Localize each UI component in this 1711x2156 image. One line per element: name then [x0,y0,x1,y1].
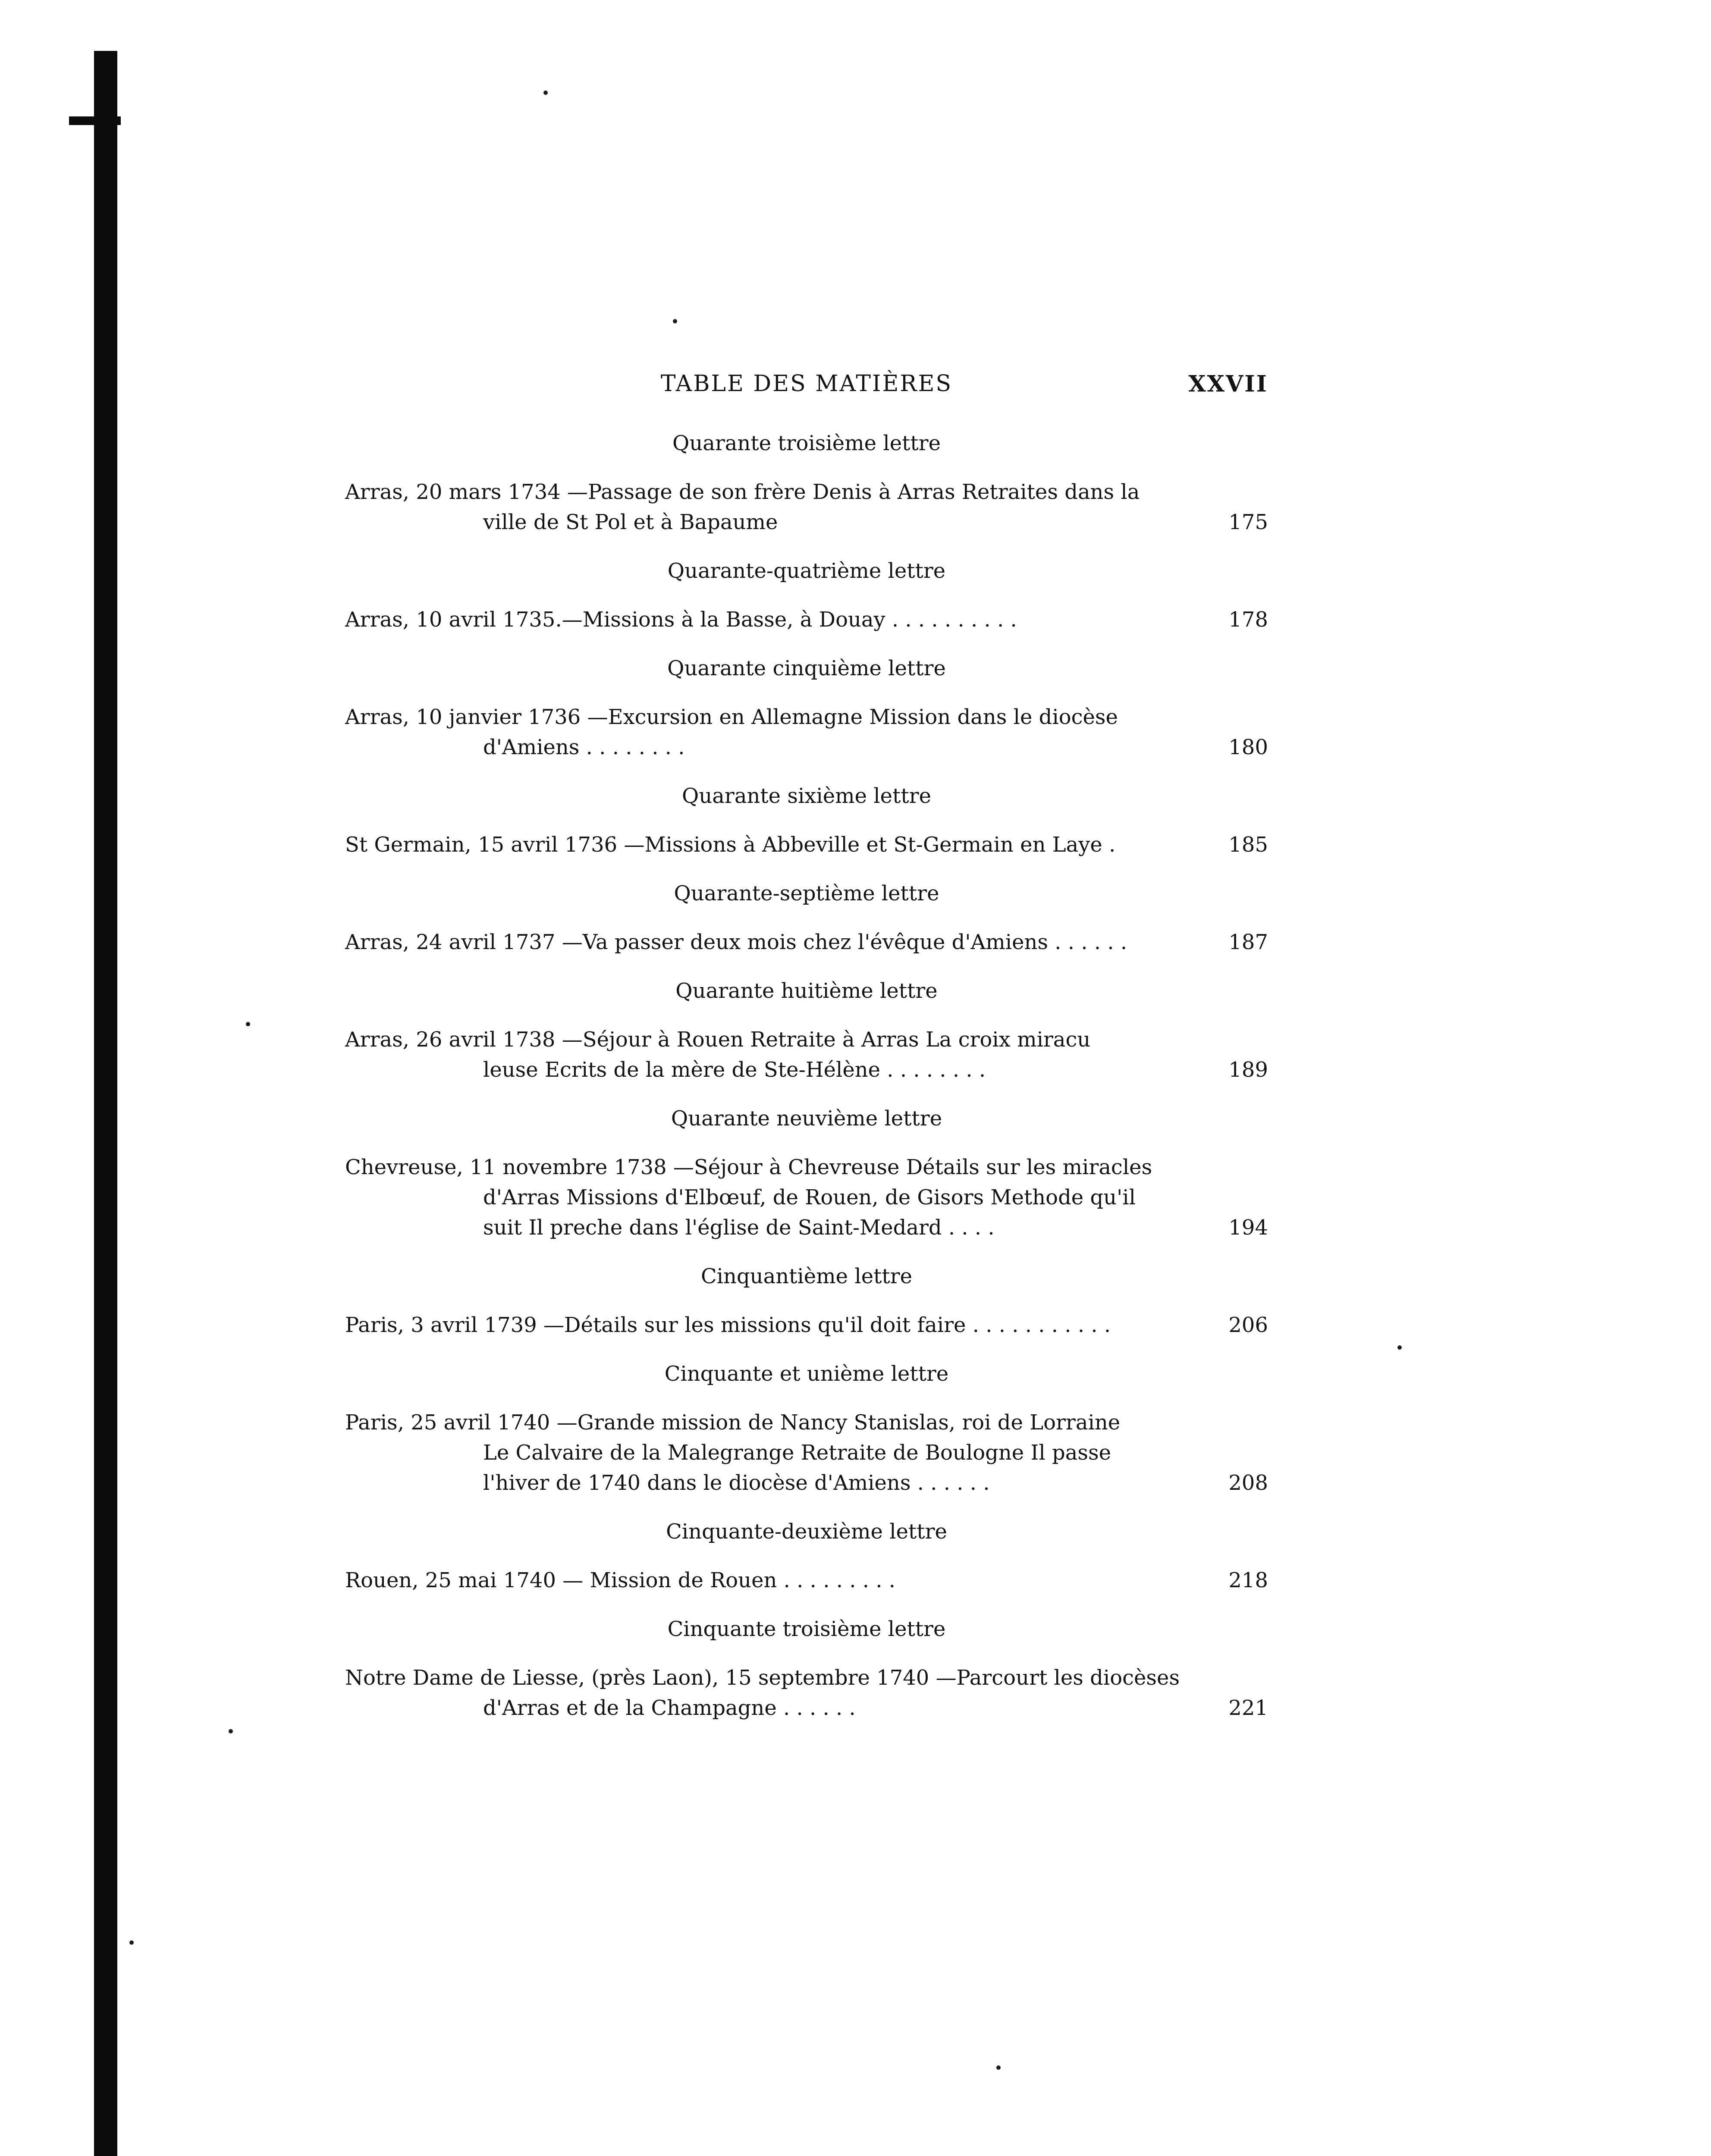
entry-line [345,1468,1268,1498]
entry-text: ville de St Pol et à Bapaume [483,510,778,534]
letter-heading: Quarante huitième lettre [675,979,938,1003]
toc-entry [345,1310,1268,1340]
toc-entry [345,702,1268,762]
entry-line [345,1663,1268,1693]
letter-heading: Quarante troisième lettre [672,431,941,455]
letter-heading: Quarante-septième lettre [674,881,939,906]
entry-text: Arras, 26 avril 1738 —Séjour à Rouen Retraite à Arras La croix miracu [345,1028,1091,1052]
entry-page-number: 221 [1228,1696,1268,1720]
toc-entry [345,1565,1268,1595]
binding-strip [94,51,117,2156]
entry-text: Notre Dame de Liesse, (près Laon), 15 septembre 1740 —Parcourt les diocèses [345,1666,1180,1690]
entry-page-number: 194 [1228,1216,1268,1240]
entry-line [345,1693,1268,1723]
letter-heading: Cinquantième lettre [700,1264,913,1288]
toc-entry [345,605,1268,635]
entry-text: Paris, 25 avril 1740 —Grande mission de Nancy Stanislas, roi de Lorraine [345,1410,1121,1435]
entry-text: d'Arras Missions d'Elbœuf, de Rouen, de Gisors Methode qu'il [483,1185,1136,1210]
entry-page-number: 175 [1228,510,1268,534]
entry-text: Le Calvaire de la Malegrange Retraite de Boulogne Il passe [483,1441,1111,1465]
table-of-contents-page [345,371,1268,1732]
speck [673,319,677,323]
entry-text: d'Amiens . . . . . . . . [483,735,685,759]
letter-heading: Quarante neuvième lettre [671,1106,942,1131]
entry-page-number: 180 [1228,735,1268,759]
entry-text: l'hiver de 1740 dans le diocèse d'Amiens . . . . . . [483,1471,990,1495]
entry-line [345,1055,1268,1085]
letter-heading: Quarante cinquième lettre [667,656,946,680]
toc-entry [345,1025,1268,1085]
entry-text: Chevreuse, 11 novembre 1738 —Séjour à Chevreuse Détails sur les miracles [345,1155,1152,1179]
toc-entry [345,1152,1268,1243]
page-number: XXVII [1188,371,1268,397]
entry-line [345,507,1268,537]
entry-page-number: 208 [1228,1471,1268,1495]
entry-line [345,732,1268,762]
entry-page-number: 206 [1228,1313,1268,1337]
entry-line [345,1025,1268,1055]
speck [543,91,548,95]
toc-entry [345,927,1268,957]
toc-entry [345,477,1268,537]
entry-line [345,702,1268,732]
entry-line [345,1182,1268,1213]
entry-line [345,605,1268,635]
entry-line [345,830,1268,860]
letter-heading: Quarante-quatrième lettre [667,559,946,583]
toc-sections [345,431,1268,1723]
speck [246,1022,250,1026]
toc-entry [345,1407,1268,1498]
entry-text: St Germain, 15 avril 1736 —Missions à Abbeville et St-Germain en Laye . [345,833,1116,857]
entry-line [345,927,1268,957]
entry-line [345,1438,1268,1468]
entry-page-number: 178 [1228,608,1268,632]
entry-page-number: 185 [1228,833,1268,857]
speck [229,1729,233,1733]
letter-heading: Cinquante-deuxième lettre [666,1520,947,1544]
entry-page-number: 187 [1228,930,1268,954]
entry-text: Rouen, 25 mai 1740 — Mission de Rouen . . . . . . . . . [345,1568,896,1592]
entry-text: Arras, 24 avril 1737 —Va passer deux mois chez l'évêque d'Amiens . . . . . . [345,930,1127,954]
entry-text: leuse Ecrits de la mère de Ste-Hélène . . . . . . . . [483,1058,986,1082]
entry-line [345,1407,1268,1438]
entry-line [345,1310,1268,1340]
entry-line [345,477,1268,507]
binding-notch [69,116,121,125]
entry-text: suit Il preche dans l'église de Saint-Medard . . . . [483,1216,995,1240]
entry-text: d'Arras et de la Champagne . . . . . . [483,1696,856,1720]
entry-text: Arras, 20 mars 1734 —Passage de son frère Denis à Arras Retraites dans la [345,480,1140,504]
speck [129,1940,134,1945]
letter-heading: Cinquante troisième lettre [667,1617,946,1641]
entry-page-number: 218 [1228,1568,1268,1592]
entry-page-number: 189 [1228,1058,1268,1082]
entry-line [345,1565,1268,1595]
toc-entry [345,830,1268,860]
speck [1397,1345,1402,1350]
page-header [345,371,1268,410]
letter-heading: Quarante sixième lettre [682,784,931,808]
entry-text: Paris, 3 avril 1739 —Détails sur les missions qu'il doit faire . . . . . . . . . . . [345,1313,1111,1337]
page-title: TABLE DES MATIÈRES [660,371,953,397]
letter-heading: Cinquante et unième lettre [664,1362,949,1386]
toc-entry [345,1663,1268,1723]
entry-text: Arras, 10 janvier 1736 —Excursion en Allemagne Mission dans le diocèse [345,705,1118,729]
entry-line [345,1152,1268,1182]
speck [996,2065,1001,2070]
entry-text: Arras, 10 avril 1735.—Missions à la Basse, à Douay . . . . . . . . . . [345,608,1017,632]
entry-line [345,1213,1268,1243]
